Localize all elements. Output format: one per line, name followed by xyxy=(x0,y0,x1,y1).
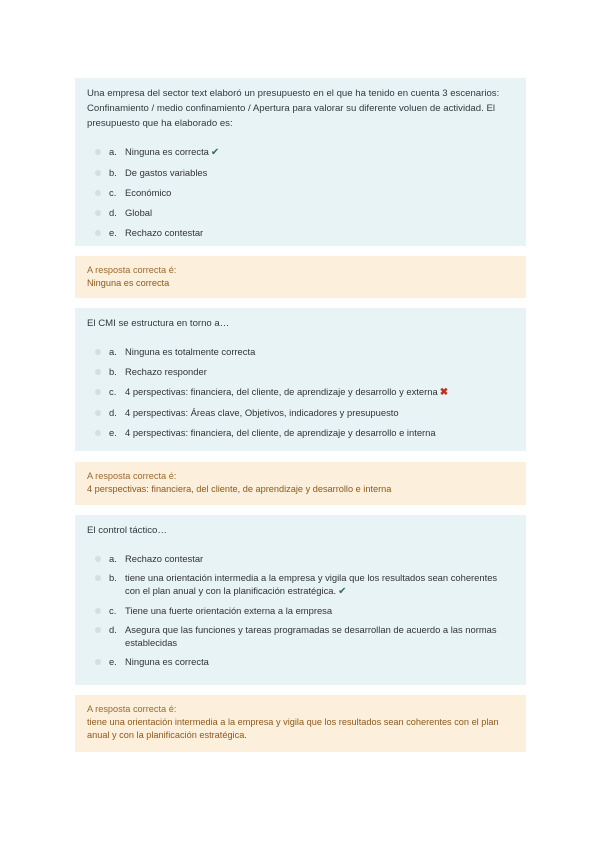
option-b[interactable]: b. tiene una orientación intermedia a la empresa y vigila que los resultados sean coherentes con el plan anual y con la planificación estratégica. ✔ xyxy=(87,571,514,598)
radio-button[interactable] xyxy=(95,627,101,633)
radio-button[interactable] xyxy=(95,556,101,562)
radio-button[interactable] xyxy=(95,170,101,176)
question-text: Una empresa del sector text elaboró un presupuesto en el que ha tenido en cuenta 3 escenarios: Confinamiento / medio confinamiento / Apertura para valorar su diferente voluen de actividad. El presupuesto que ha elaborado es: xyxy=(87,88,500,129)
options-list xyxy=(87,345,514,439)
option-c[interactable]: c. Económico xyxy=(87,186,514,199)
feedback-label: A resposta correcta é: xyxy=(87,265,177,275)
feedback-box-1 xyxy=(75,256,526,298)
feedback-answer: tiene una orientación intermedia a la empresa y vigila que los resultados sean coherentes con el plan anual y con la planificación estratégica. xyxy=(87,717,499,740)
option-b[interactable]: b. De gastos variables xyxy=(87,166,514,179)
question-card-3 xyxy=(75,515,526,685)
option-e[interactable]: e. 4 perspectivas: financiera, del cliente, de aprendizaje y desarrollo e interna xyxy=(87,426,514,439)
option-b[interactable]: b. Rechazo responder xyxy=(87,365,514,378)
question-text: El CMI se estructura en torno a… xyxy=(87,318,230,329)
question-card-2 xyxy=(75,308,526,451)
feedback-box-3 xyxy=(75,695,526,752)
option-d[interactable]: d. Global xyxy=(87,206,514,219)
radio-button[interactable] xyxy=(95,190,101,196)
check-icon: ✔ xyxy=(210,147,220,158)
option-d[interactable]: d. Asegura que las funciones y tareas programadas se desarrollan de acuerdo a las normas establecidas xyxy=(87,623,514,649)
radio-button[interactable] xyxy=(95,575,101,581)
question-card-1 xyxy=(75,78,526,246)
option-a[interactable]: a. Ninguna es totalmente correcta xyxy=(87,345,514,358)
feedback-box-2 xyxy=(75,462,526,505)
radio-button[interactable] xyxy=(95,410,101,416)
question-text: El control táctico… xyxy=(87,525,167,536)
options-list xyxy=(87,552,514,668)
check-icon: ✔ xyxy=(338,586,347,597)
radio-button[interactable] xyxy=(95,389,101,395)
cross-icon: ✖ xyxy=(439,387,449,398)
radio-button[interactable] xyxy=(95,230,101,236)
option-a[interactable]: a. Rechazo contestar xyxy=(87,552,514,565)
option-e[interactable]: e. Ninguna es correcta xyxy=(87,655,514,668)
radio-button[interactable] xyxy=(95,659,101,665)
feedback-answer: 4 perspectivas: financiera, del cliente, de aprendizaje y desarrollo e interna xyxy=(87,484,392,494)
radio-button[interactable] xyxy=(95,430,101,436)
radio-button[interactable] xyxy=(95,608,101,614)
feedback-answer: Ninguna es correcta xyxy=(87,278,170,288)
radio-button[interactable] xyxy=(95,369,101,375)
option-c[interactable]: c. 4 perspectivas: financiera, del cliente, de aprendizaje y desarrollo y externa ✖ xyxy=(87,385,514,399)
feedback-label: A resposta correcta é: xyxy=(87,704,177,714)
radio-button[interactable] xyxy=(95,149,101,155)
radio-button[interactable] xyxy=(95,349,101,355)
option-e[interactable]: e. Rechazo contestar xyxy=(87,226,514,239)
option-c[interactable]: c. Tiene una fuerte orientación externa a la empresa xyxy=(87,604,514,617)
option-d[interactable]: d. 4 perspectivas: Áreas clave, Objetivos, indicadores y presupuesto xyxy=(87,406,514,419)
feedback-label: A resposta correcta é: xyxy=(87,471,177,481)
radio-button[interactable] xyxy=(95,210,101,216)
option-a[interactable]: a. Ninguna es correcta ✔ xyxy=(87,145,514,159)
options-list xyxy=(87,145,514,239)
